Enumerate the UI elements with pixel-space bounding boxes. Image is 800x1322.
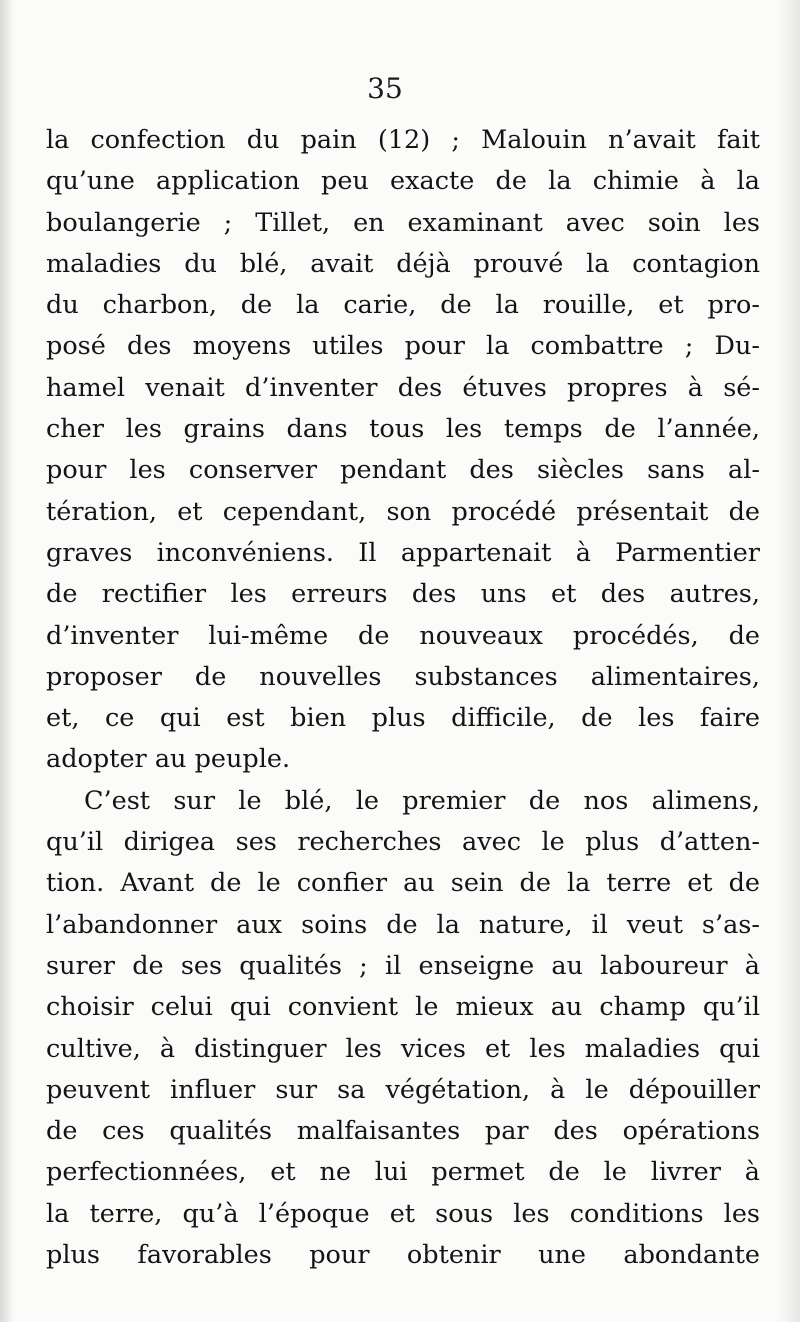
text-line: choisir celui qui convient le mieux au champ qu’il [46, 992, 760, 1023]
page-number: 35 [367, 72, 403, 105]
text-line: la confection du pain (12) ; Malouin n’avait fait [46, 125, 760, 155]
text-line: la terre, qu’à l’époque et sous les conditions les [46, 1198, 760, 1229]
text-line: peuvent influer sur sa végétation, à le dépouiller [46, 1074, 760, 1105]
text-line: posé des moyens utiles pour la combattre ; Du- [46, 331, 760, 362]
paragraph-1 [46, 120, 760, 781]
text-line: l’abandonner aux soins de la nature, il veut s’as- [46, 909, 760, 940]
text-line: boulangerie ; Tillet, en examinant avec soin les [46, 207, 760, 238]
text-line: cher les grains dans tous les temps de l’année, [46, 414, 760, 445]
text-line: proposer de nouvelles substances alimentaires, [46, 661, 760, 692]
text-line: tion. Avant de le confier au sein de la terre et de [46, 868, 760, 899]
text-line: adopter au peuple. [46, 744, 291, 775]
paragraph-2 [46, 781, 760, 1277]
text-line: qu’une application peu exacte de la chimie à la [46, 166, 760, 197]
text-line: d’inventer lui-même de nouveaux procédés, de [46, 620, 760, 651]
text-line: du charbon, de la carie, de la rouille, et pro- [46, 290, 760, 321]
text-line: de ces qualités malfaisantes par des opérations [46, 1116, 760, 1147]
text-line: de rectifier les erreurs des uns et des autres, [46, 579, 760, 610]
text-line: surer de ses qualités ; il enseigne au laboureur à [46, 950, 760, 981]
text-line: graves inconvéniens. Il appartenait à Parmentier [46, 537, 760, 568]
text-line: hamel venait d’inventer des étuves propres à sé- [46, 372, 760, 403]
text-line: et, ce qui est bien plus difficile, de les faire [46, 703, 760, 734]
text-line: C’est sur le blé, le premier de nos alimens, [84, 785, 760, 816]
page-edge-shadow-left [0, 0, 14, 1322]
text-line: plus favorables pour obtenir une abondante [46, 1240, 760, 1271]
text-line: maladies du blé, avait déjà prouvé la contagion [46, 248, 760, 279]
text-line: perfectionnées, et ne lui permet de le livrer à [46, 1157, 760, 1188]
text-line: qu’il dirigea ses recherches avec le plus d’atten- [46, 827, 760, 858]
text-line: tération, et cependant, son procédé présentait de [46, 496, 760, 527]
text-line: cultive, à distinguer les vices et les maladies qui [46, 1033, 760, 1064]
body-text [46, 120, 760, 1276]
page-edge-shadow-right [778, 0, 800, 1322]
text-line: pour les conserver pendant des siècles sans al- [46, 455, 760, 486]
